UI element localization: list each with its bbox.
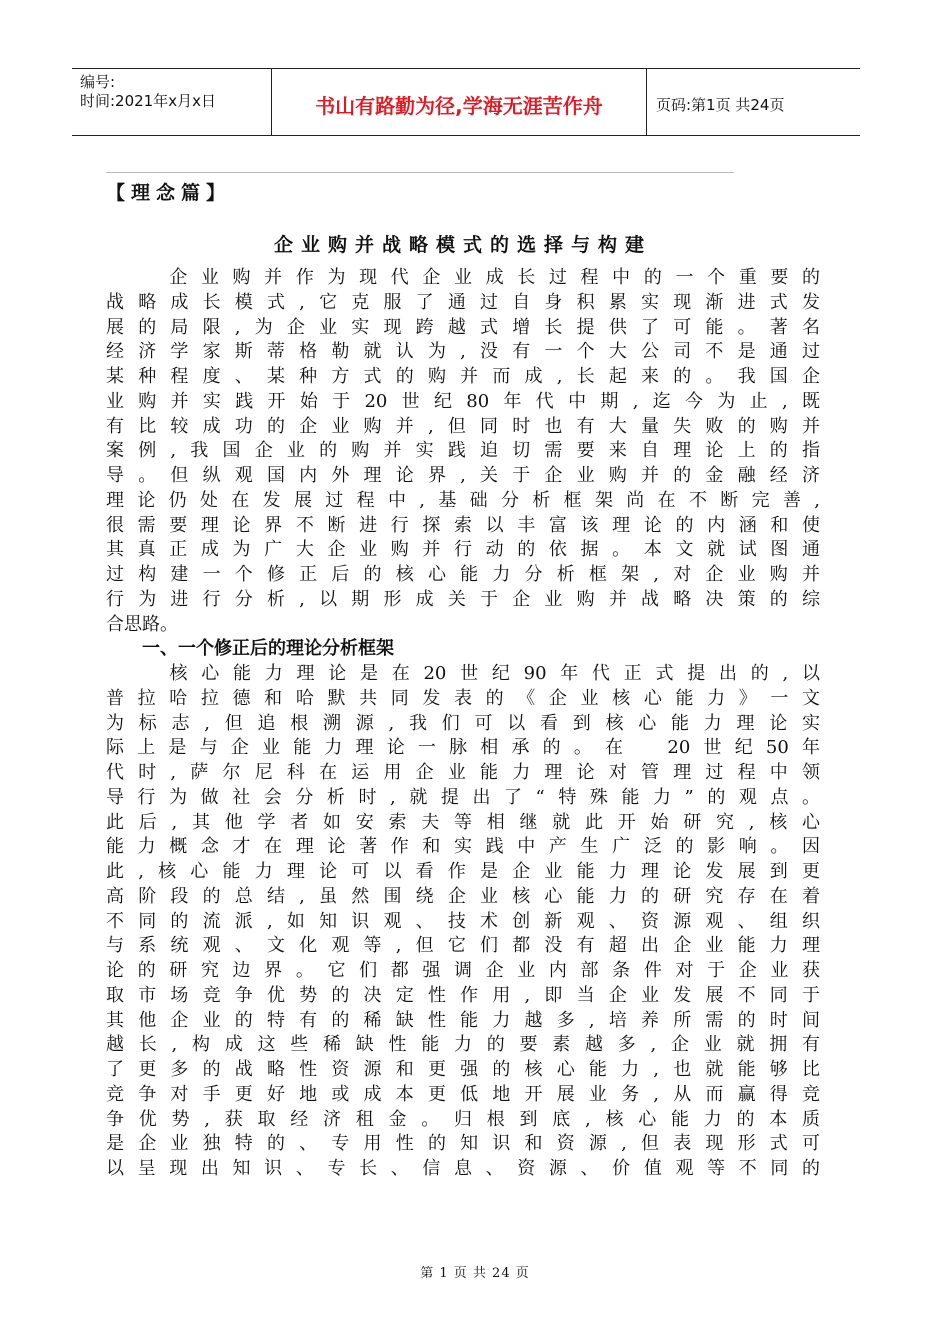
text-line: 合思路。	[106, 613, 178, 635]
text-line: 某种程度、某种方式的购并而成,长起来的。我国企	[106, 366, 820, 387]
text-line: 其真正成为广大企业购并行动的依据。本文就试图通	[106, 539, 820, 561]
number-label: 编号:	[80, 73, 116, 91]
text-line: 业购并实践开始于20世纪80年代中期,迄今为止,既	[106, 390, 820, 412]
text-line: 论的研究边界。它们都强调企业内部条件对于企业获	[106, 960, 820, 981]
text-line: 代时,萨尔尼科在运用企业能力理论对管理过程中领	[106, 762, 820, 783]
text-line: 为标志,但追根溯源,我们可以看到核心能力理论实	[106, 712, 820, 734]
text-line: 案例,我国企业的购并实践迫切需要来自理论上的指	[106, 440, 820, 462]
text-line: 有比较成功的企业购并,但同时也有大量失败的购并	[106, 415, 820, 437]
text-line: 了更多的战略性资源和更强的核心能力,也就能够比	[106, 1059, 820, 1080]
text-line: 导。但纵观国内外理论界,关于企业购并的金融经济	[106, 465, 820, 486]
text-line: 越长,构成这些稀缺性能力的要素越多,企业就拥有	[106, 1034, 820, 1056]
text-line: 经济学家斯蒂格勒就认为,没有一个大公司不是通过	[106, 341, 820, 363]
text-line: 能力概念才在理论著作和实践中产生广泛的影响。因	[106, 836, 820, 858]
header-meta	[80, 73, 216, 111]
text-line: 是企业独特的、专用性的知识和资源,但表现形式可	[106, 1133, 820, 1155]
text-line: 此后,其他学者如安索夫等相继就此开始研究,核心	[106, 811, 820, 833]
text-line: 企业购并作为现代企业成长过程中的一个重要的	[106, 267, 820, 288]
section-heading: 一、一个修正后的理论分析框架	[106, 638, 394, 660]
text-line: 际上是与企业能力理论一脉相承的。在 20世纪50年	[106, 737, 820, 759]
text-line: 核心能力理论是在20世纪90年代正式提出的,以	[106, 663, 820, 684]
text-line: 争优势,获取经济租金。归根到底,核心能力的本质	[106, 1108, 820, 1130]
text-line: 导行为做社会分析时,就提出了“特殊能力”的观点。	[106, 786, 820, 808]
text-line: 其他企业的特有的稀缺性能力越多,培养所需的时间	[106, 1009, 820, 1031]
text-line: 过构建一个修正后的核心能力分析框架,对企业购并	[106, 564, 820, 585]
text-line: 与系统观、文化观等,但它们都没有超出企业能力理	[106, 935, 820, 957]
page-footer: 第 1 页 共 24 页	[420, 1266, 530, 1281]
time-label: 时间:2021年x月x日	[80, 92, 216, 110]
text-line: 很需要理论界不断进行探索以丰富该理论的内涵和使	[106, 514, 820, 536]
text-line: 行为进行分析,以期形成关于企业购并战略决策的综	[106, 588, 820, 610]
header-motto: 书山有路勤为径,学海无涯苦作舟	[315, 94, 603, 118]
text-line: 不同的流派,如知识观、技术创新观、资源观、组织	[106, 910, 820, 932]
text-line: 普拉哈拉德和哈默共同发表的《企业核心能力》一文	[106, 687, 820, 709]
text-line: 高阶段的总结,虽然围绕企业核心能力的研究存在着	[106, 885, 820, 907]
section-label: 【理念篇】	[106, 182, 232, 204]
article-body	[106, 266, 820, 1182]
header-page-info: 页码:第1页 共24页	[656, 96, 785, 114]
text-line: 展的局限,为企业实现跨越式增长提供了可能。著名	[106, 316, 820, 338]
text-line: 以呈现出知识、专长、信息、资源、价值观等不同的	[106, 1158, 820, 1179]
text-line: 竞争对手更好地或成本更低地开展业务,从而赢得竞	[106, 1083, 820, 1105]
text-line: 取市场竞争优势的决定性作用,即当企业发展不同于	[106, 984, 820, 1006]
text-line: 理论仍处在发展过程中,基础分析框架尚在不断完善,	[106, 489, 820, 511]
article-title: 企业购并战略模式的选择与构建	[273, 234, 652, 256]
header-rule	[106, 172, 734, 173]
text-line: 战略成长模式,它克服了通过自身积累实现渐进式发	[106, 291, 820, 313]
header-divider-right	[646, 69, 647, 135]
text-line: 此,核心能力理论可以看作是企业能力理论发展到更	[106, 861, 820, 882]
document-header	[72, 68, 860, 136]
